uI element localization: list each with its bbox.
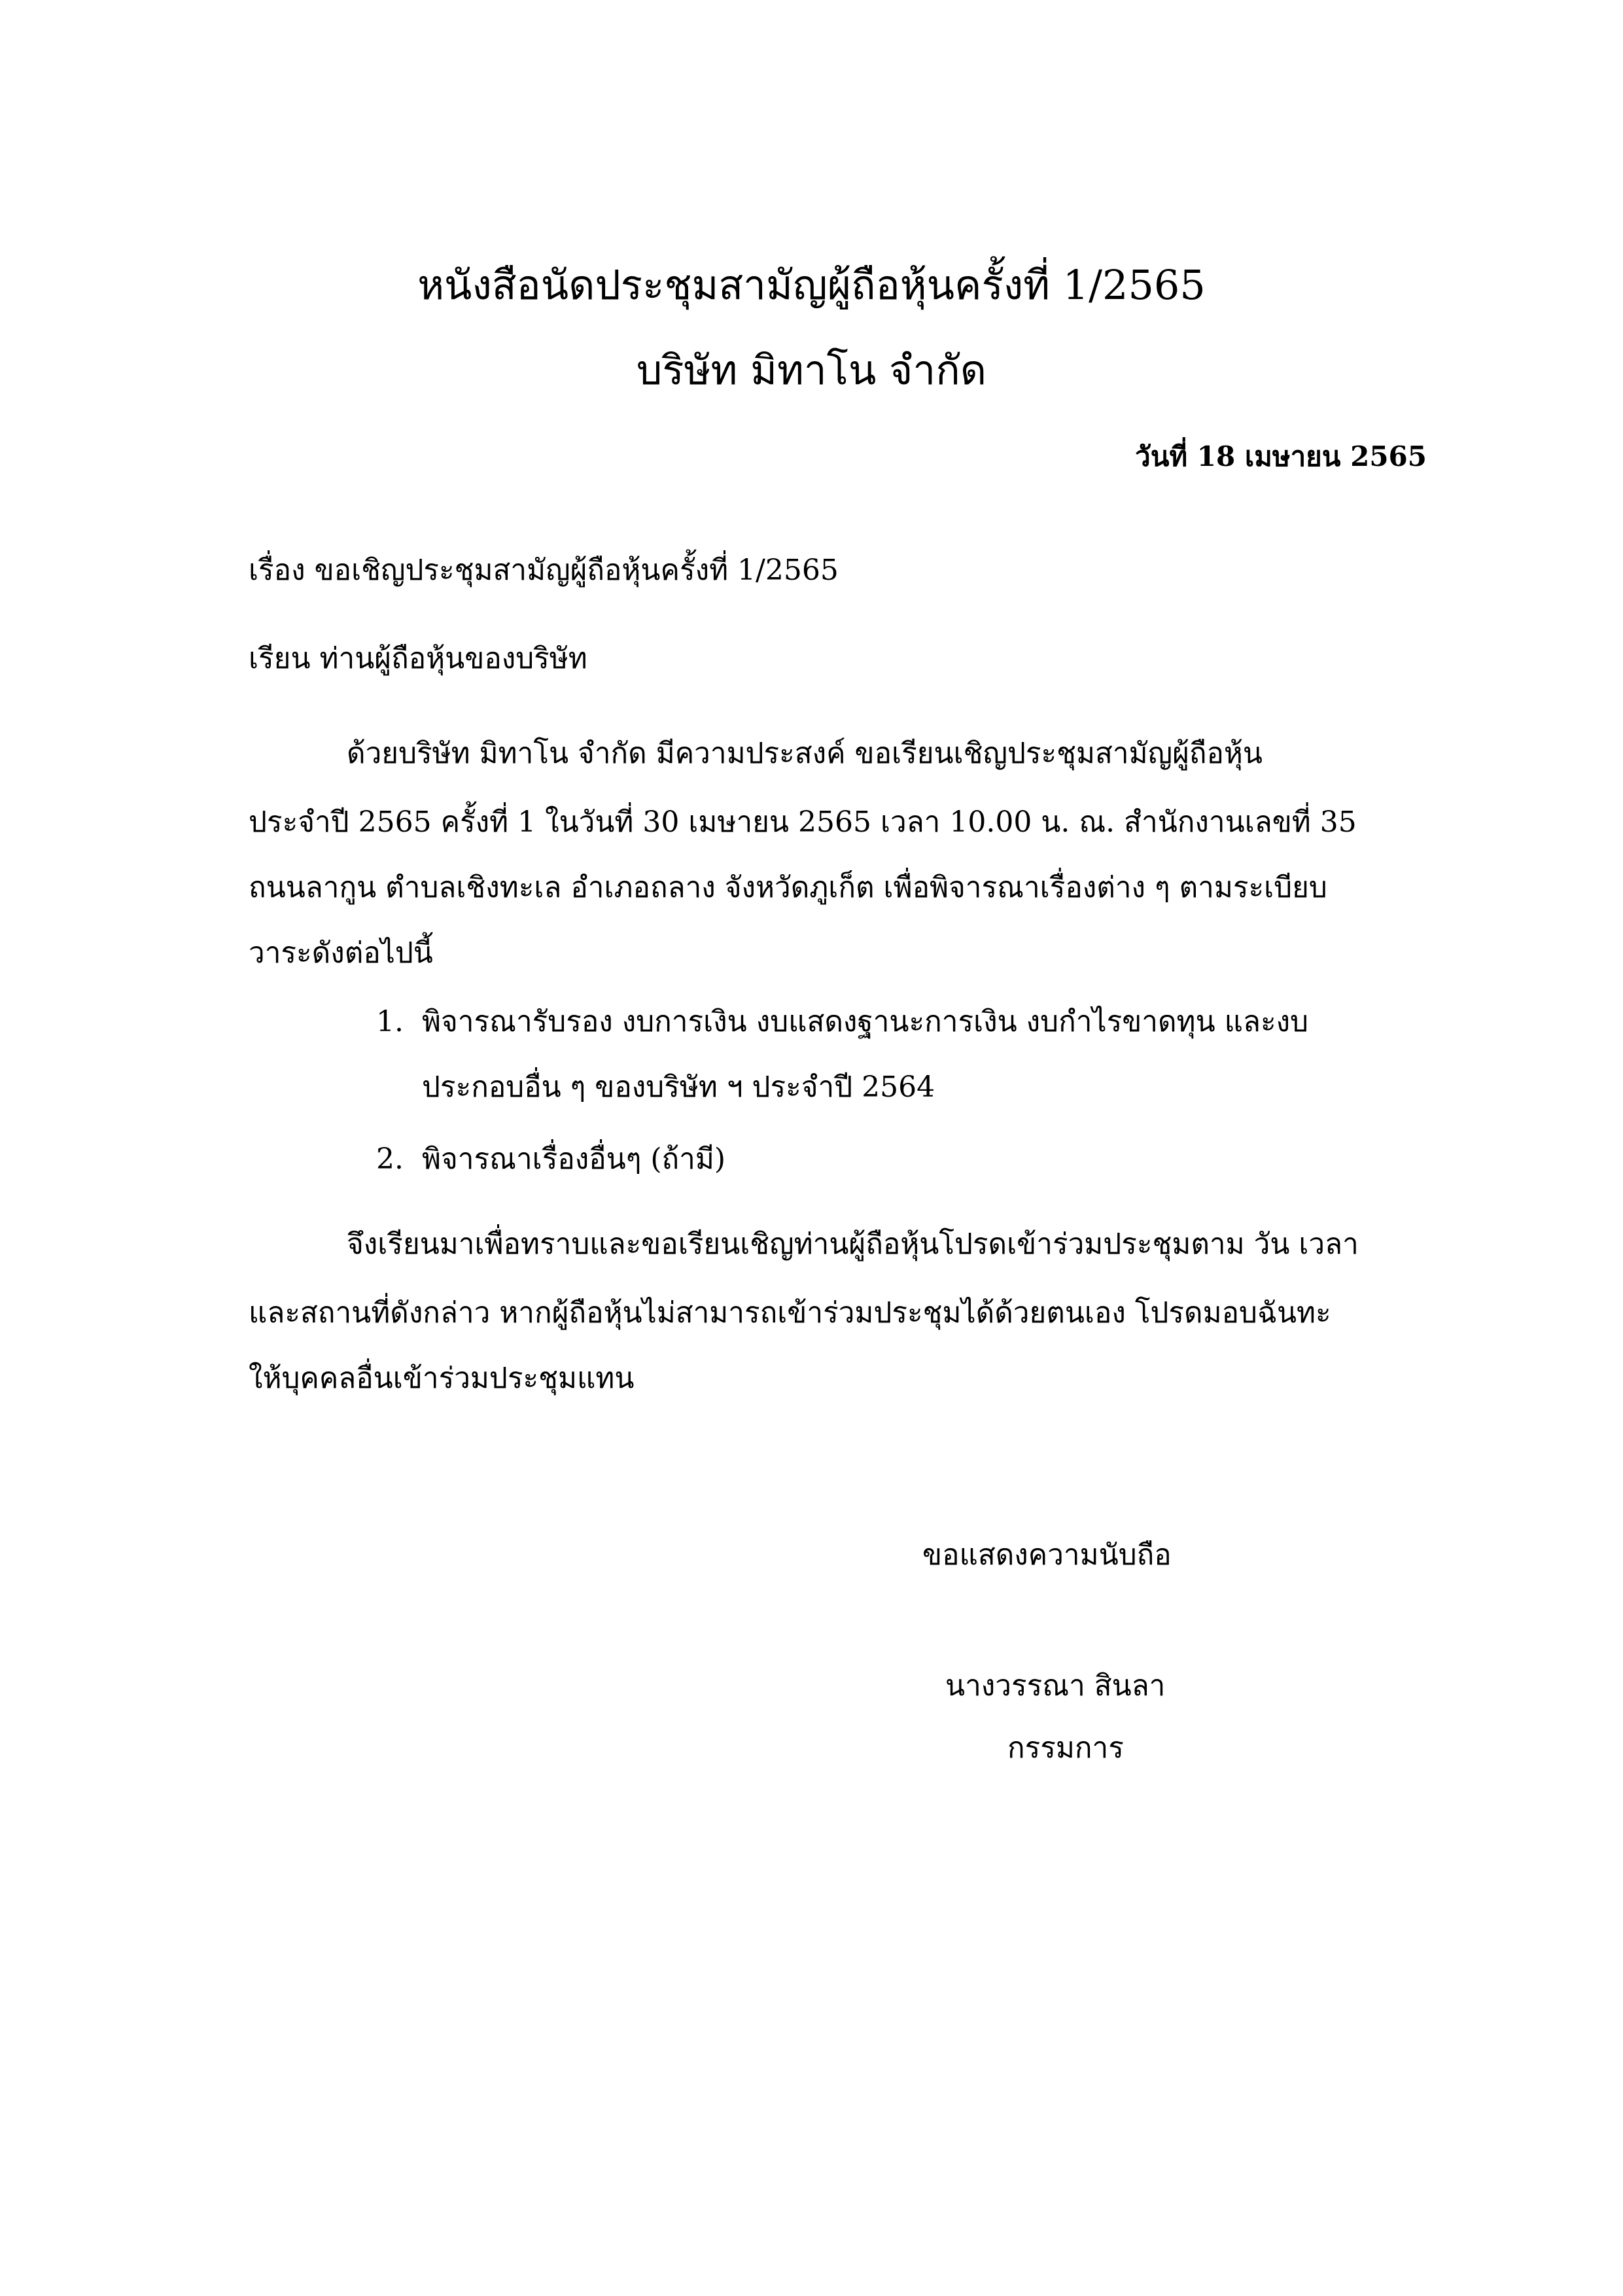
subject-line: เรื่อง ขอเชิญประชุมสามัญผู้ถือหุ้นครั้งที่ 1/2565 xyxy=(249,554,839,587)
salutation-line: เรียน ท่านผู้ถือหุ้นของบริษัท xyxy=(249,642,587,675)
agenda-item-text: พิจารณาเรื่องอื่นๆ (ถ้ามี) xyxy=(422,1142,726,1176)
agenda-item-text: พิจารณารับรอง งบการเงิน งบแสดงฐานะการเงิน งบกำไรขาดทุน และงบ xyxy=(422,1005,1308,1038)
agenda-number: 1. xyxy=(376,1005,404,1038)
paragraph1-line: ประจำปี 2565 ครั้งที่ 1 ในวันที่ 30 เมษายน 2565 เวลา 10.00 น. ณ. สำนักงานเลขที่ 35 xyxy=(249,805,1357,839)
company-name: บริษัท มิทาโน จำกัด xyxy=(637,346,986,394)
signer-name: นางวรรณา สินลา xyxy=(945,1669,1166,1703)
document-title: หนังสือนัดประชุมสามัญผู้ถือหุ้นครั้งที่ 1/2565 xyxy=(417,261,1206,309)
agenda-item-text: ประกอบอื่น ๆ ของบริษัท ฯ ประจำปี 2564 xyxy=(422,1070,935,1104)
closing-phrase: ขอแสดงความนับถือ xyxy=(922,1538,1172,1572)
paragraph2-line: ให้บุคคลอื่นเข้าร่วมประชุมแทน xyxy=(249,1362,635,1395)
agenda-number: 2. xyxy=(376,1142,404,1176)
document-date: วันที่ 18 เมษายน 2565 xyxy=(1135,440,1427,472)
paragraph2-line: และสถานที่ดังกล่าว หากผู้ถือหุ้นไม่สามารถเข้าร่วมประชุมได้ด้วยตนเอง โปรดมอบฉันทะ xyxy=(249,1296,1331,1330)
signer-position: กรรมการ xyxy=(1007,1731,1124,1765)
paragraph1-line: ถนนลากูน ตำบลเชิงทะเล อำเภอถลาง จังหวัดภูเก็ต เพื่อพิจารณาเรื่องต่าง ๆ ตามระเบียบ xyxy=(249,871,1327,904)
paragraph2-line: จึงเรียนมาเพื่อทราบและขอเรียนเชิญท่านผู้ถือหุ้นโปรดเข้าร่วมประชุมตาม วัน เวลา xyxy=(347,1227,1359,1261)
paragraph1-line: วาระดังต่อไปนี้ xyxy=(249,936,433,970)
paragraph1-line: ด้วยบริษัท มิทาโน จำกัด มีความประสงค์ ขอเรียนเชิญประชุมสามัญผู้ถือหุ้น xyxy=(347,737,1263,770)
